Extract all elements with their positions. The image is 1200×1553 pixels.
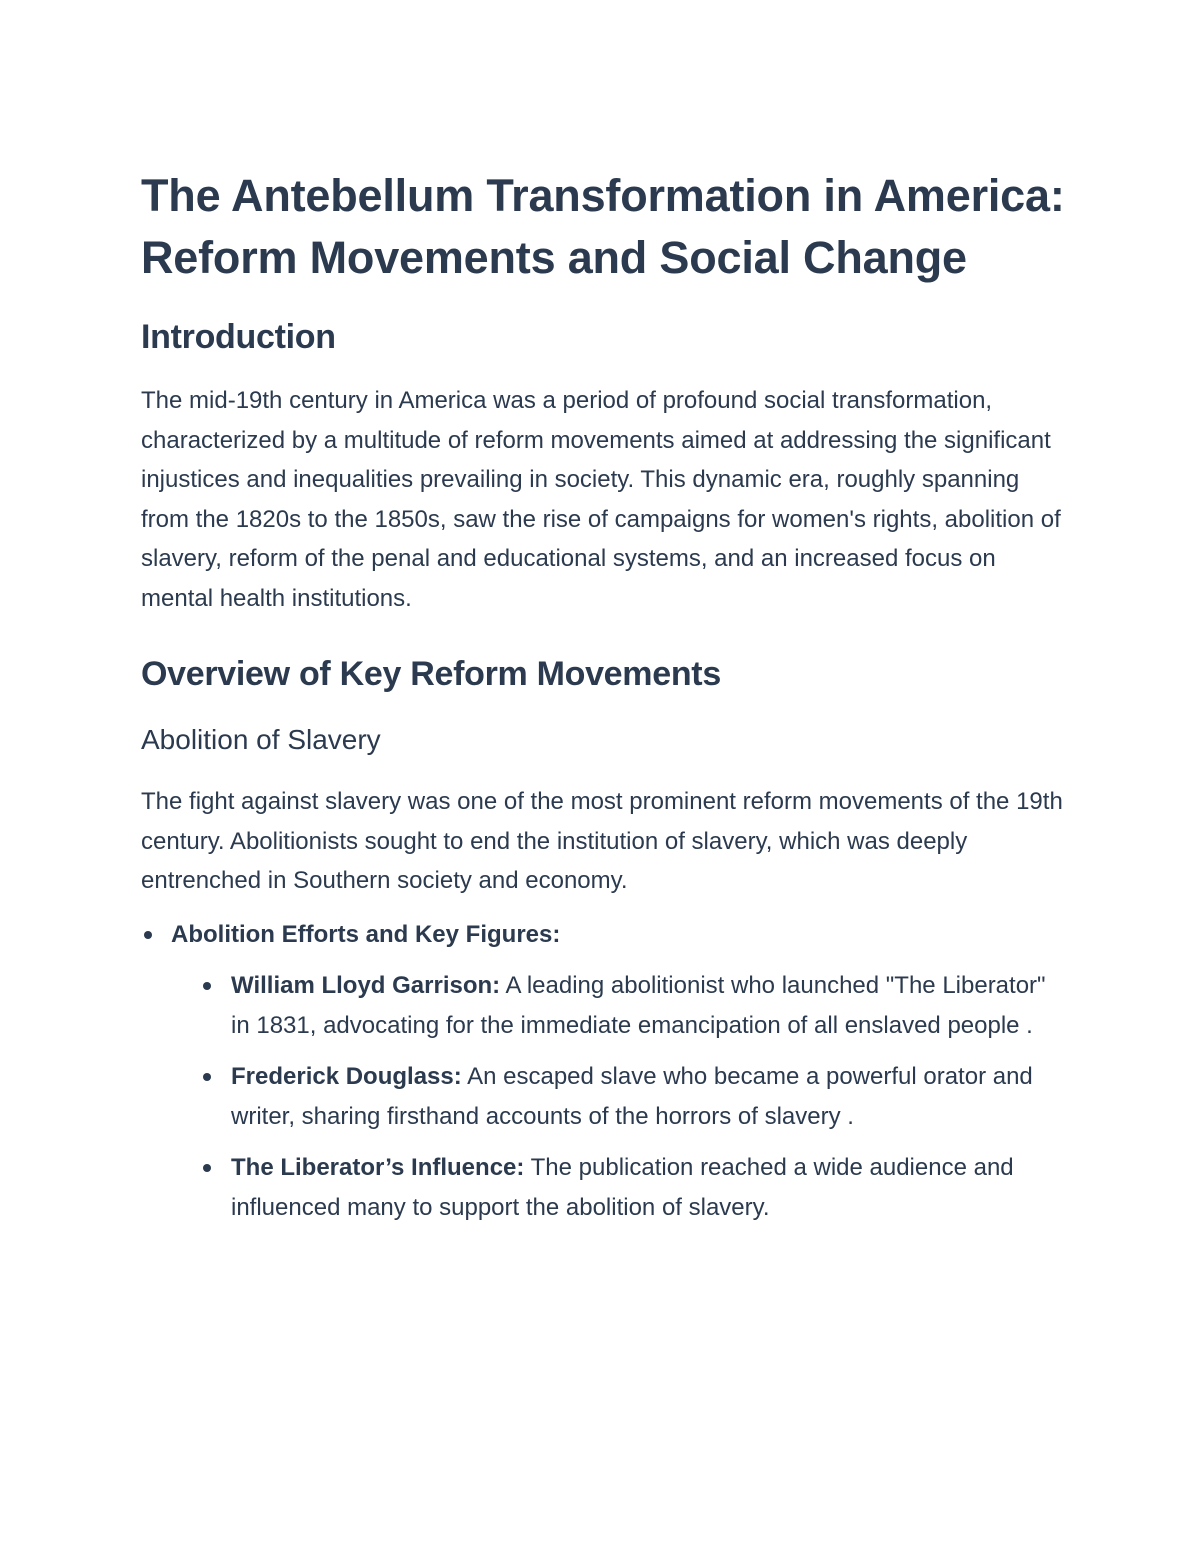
item-label: The Liberator’s Influence: [231, 1154, 525, 1181]
item-text: The publication reached a wide audience and influenced many to support the abolition of slavery. [231, 1154, 1014, 1221]
list-item [141, 915, 1066, 1228]
list-item [171, 1148, 1066, 1227]
item-label: Frederick Douglass: [231, 1063, 462, 1090]
overview-heading: Overview of Key Reform Movements [141, 655, 721, 693]
list-heading: Abolition Efforts and Key Figures: [171, 920, 561, 948]
item-text: A leading abolitionist who launched "The Liberator" in 1831, advocating for the immediate emancipation of all enslaved people . [231, 972, 1046, 1039]
list-item [171, 966, 1066, 1045]
document-page [141, 165, 1066, 1239]
abolition-list [141, 915, 1066, 1228]
key-figures-list [171, 966, 1066, 1227]
bullet-icon [203, 1164, 211, 1172]
bullet-icon [203, 982, 211, 990]
list-item [171, 1057, 1066, 1136]
page-title: The Antebellum Transformation in America: Reform Movements and Social Change [141, 170, 1065, 283]
item-text: An escaped slave who became a powerful orator and writer, sharing firsthand accounts of the horrors of slavery . [231, 1063, 1033, 1130]
abolition-subheading: Abolition of Slavery [141, 724, 381, 755]
abolition-paragraph: The fight against slavery was one of the most prominent reform movements of the 19th century. Abolitionists sought to end the institution of slavery, which was deeply entrenched in Southern society and economy. [141, 788, 1063, 894]
item-label: William Lloyd Garrison: [231, 972, 501, 999]
bullet-icon [144, 931, 152, 939]
bullet-icon [203, 1073, 211, 1081]
introduction-heading: Introduction [141, 318, 336, 356]
introduction-paragraph: The mid-19th century in America was a period of profound social transformation, characterized by a multitude of reform movements aimed at addressing the significant injustices and inequalities prevailing in society. This dynamic era, roughly spanning from the 1820s to the 1850s, saw the rise of campaigns for women's rights, abolition of slavery, reform of the penal and educational systems, and an increased focus on mental health institutions. [141, 387, 1061, 612]
